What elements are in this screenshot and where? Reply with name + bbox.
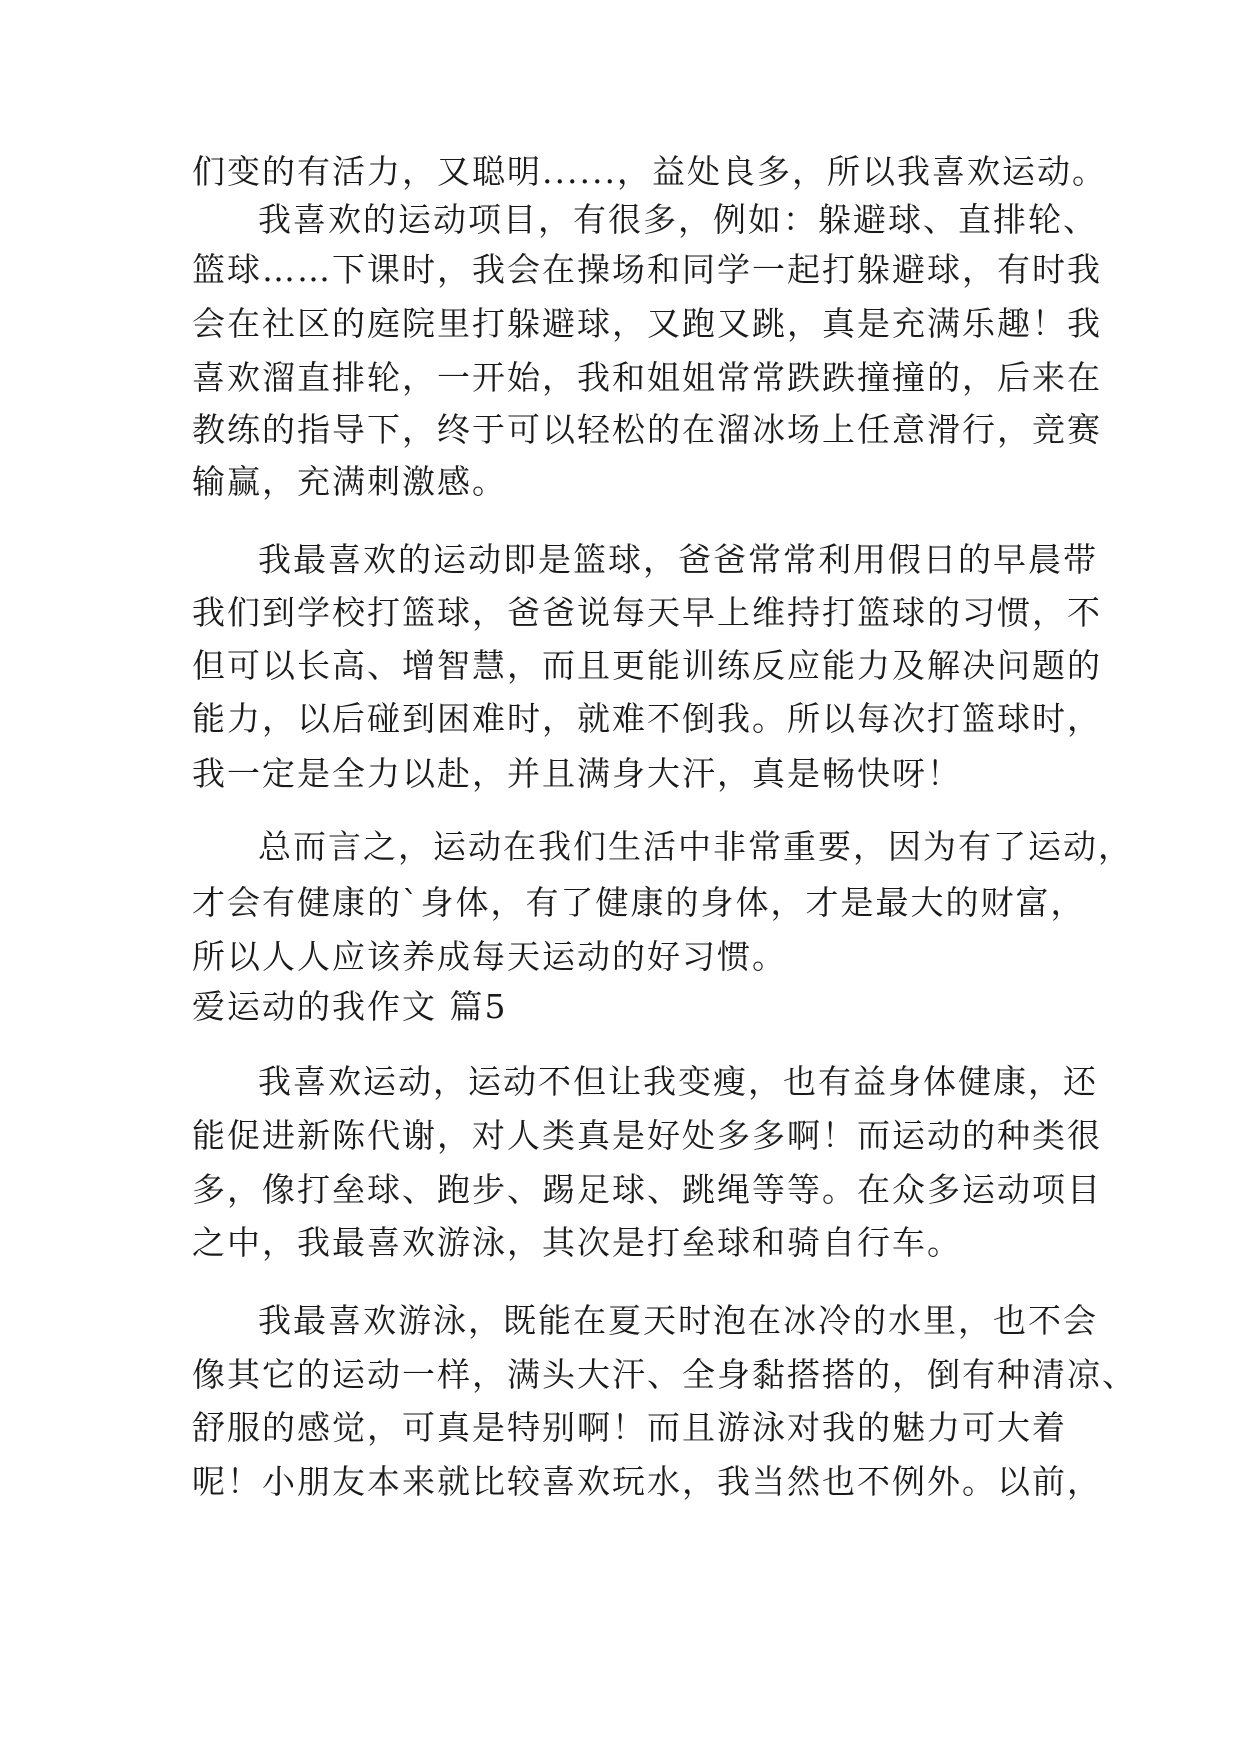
text-line: 舒服的感觉，可真是特别啊！而且游泳对我的魅力可大着 [192, 1408, 1067, 1447]
text-line: 但可以长高、增智慧，而且更能训练反应能力及解决问题的 [192, 646, 1102, 685]
text-line: 们变的有活力，又聪明......，益处良多，所以我喜欢运动。 [192, 152, 1107, 191]
section-heading: 爱运动的我作文 篇5 [192, 987, 508, 1026]
text-line: 输赢，充满刺激感。 [192, 462, 507, 501]
text-line: 篮球……下课时，我会在操场和同学一起打躲避球，有时我 [192, 250, 1102, 289]
text-line: 能力，以后碰到困难时，就难不倒我。所以每次打篮球时， [192, 699, 1102, 738]
paragraph-start-line: 总而言之，运动在我们生活中非常重要，因为有了运动， [258, 827, 1133, 866]
paragraph-start-line: 我最喜欢的运动即是篮球，爸爸常常利用假日的早晨带 [258, 540, 1098, 579]
paragraph-start-line: 我喜欢运动，运动不但让我变瘦，也有益身体健康，还 [258, 1062, 1098, 1101]
text-line: 呢！小朋友本来就比较喜欢玩水，我当然也不例外。以前， [192, 1462, 1102, 1501]
text-line: 能促进新陈代谢，对人类真是好处多多啊！而运动的种类很 [192, 1116, 1102, 1155]
paragraph-start-line: 我最喜欢游泳，既能在夏天时泡在冰冷的水里，也不会 [258, 1301, 1098, 1340]
paragraph-start-line: 我喜欢的运动项目，有很多，例如：躲避球、直排轮、 [258, 200, 1098, 239]
text-line: 所以人人应该养成每天运动的好习惯。 [192, 937, 787, 976]
text-line: 之中，我最喜欢游泳，其次是打垒球和骑自行车。 [192, 1223, 962, 1262]
text-line: 教练的指导下，终于可以轻松的在溜冰场上任意滑行，竞赛 [192, 410, 1102, 449]
text-line: 多，像打垒球、跑步、踢足球、跳绳等等。在众多运动项目 [192, 1170, 1102, 1209]
text-line: 会在社区的庭院里打躲避球，又跑又跳，真是充满乐趣！我 [192, 304, 1102, 343]
text-line: 我一定是全力以赴，并且满身大汗，真是畅快呀！ [192, 754, 962, 793]
text-line: 像其它的运动一样，满头大汗、全身黏搭搭的，倒有种清凉、 [192, 1355, 1137, 1394]
text-line: 才会有健康的`身体，有了健康的身体，才是最大的财富， [192, 883, 1086, 922]
text-line: 喜欢溜直排轮，一开始，我和姐姐常常跌跌撞撞的，后来在 [192, 358, 1102, 397]
text-line: 我们到学校打篮球，爸爸说每天早上维持打篮球的习惯，不 [192, 593, 1102, 632]
